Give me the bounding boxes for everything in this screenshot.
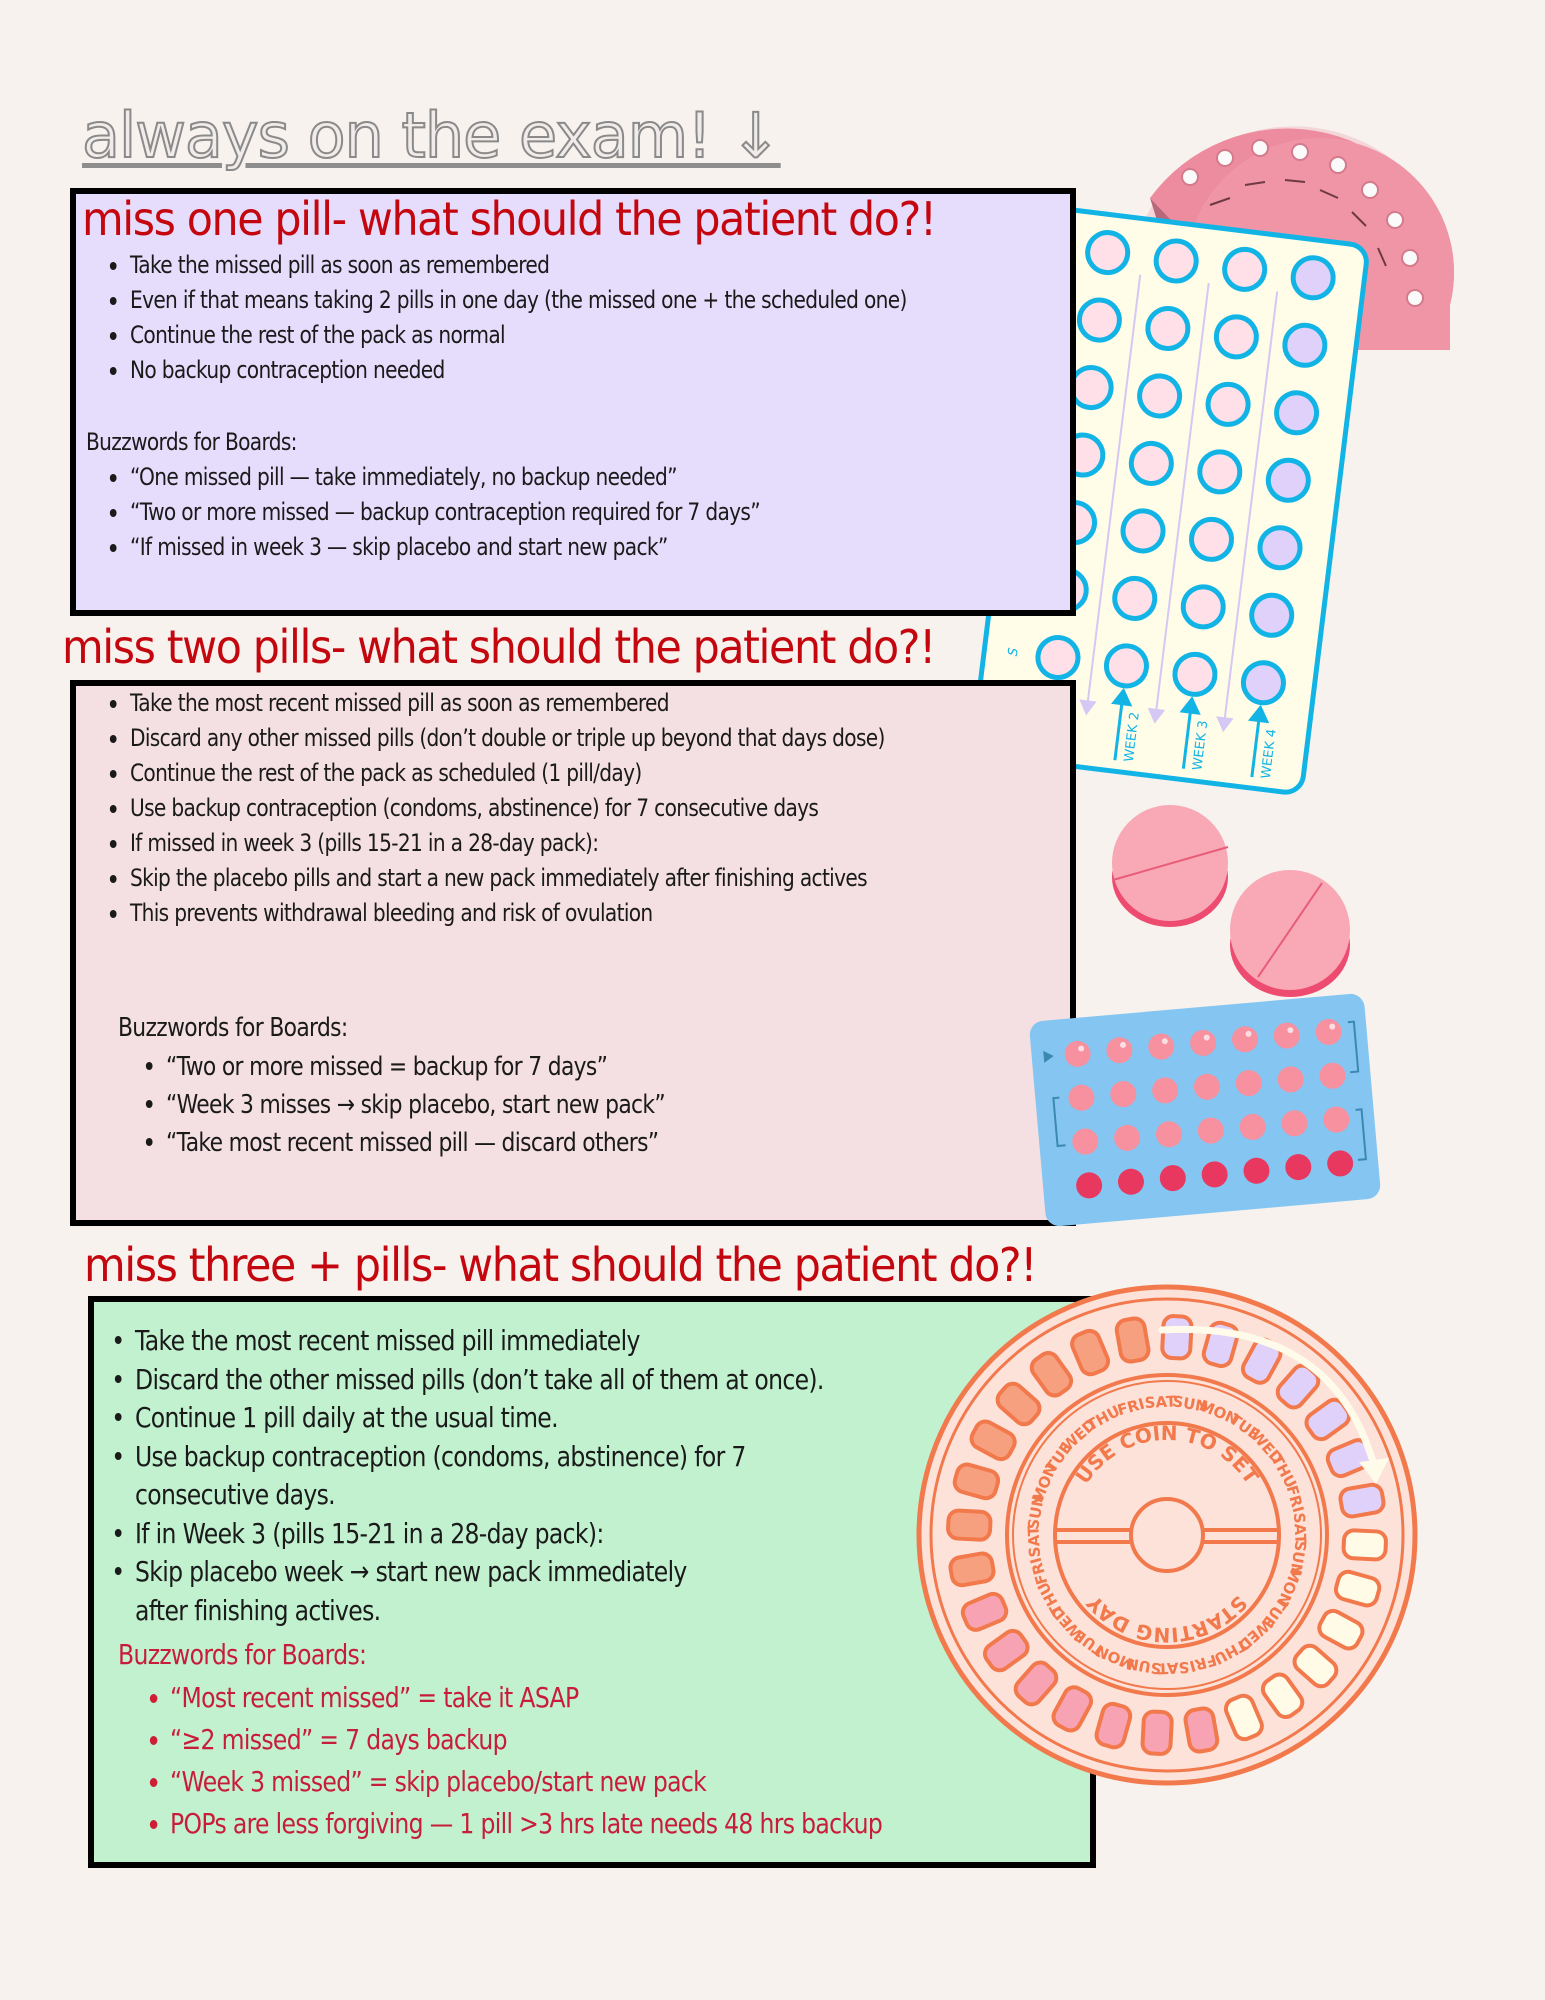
- list-item: Discard the other missed pills (don’t take all of them at once).: [135, 1361, 975, 1400]
- svg-text:THU: THU: [1210, 1635, 1251, 1669]
- list-item: Continue 1 pill daily at the usual time.: [135, 1399, 975, 1438]
- svg-text:MON: MON: [1028, 1461, 1061, 1506]
- svg-text:FRI: FRI: [1026, 1555, 1052, 1587]
- list-item: Discard any other missed pills (don’t double or triple up beyond that days dose): [130, 721, 1037, 756]
- instructions-list-miss-two-pills: [130, 686, 1079, 931]
- list-item: Take the missed pill as soon as remembered: [130, 248, 1037, 283]
- buzzwords-list-miss-two-pills: [166, 1048, 1090, 1162]
- svg-text:MON: MON: [1093, 1641, 1138, 1674]
- svg-text:THU: THU: [1083, 1401, 1124, 1435]
- svg-text:SAT: SAT: [1157, 1658, 1190, 1678]
- section-heading-miss-one-pill: miss one pill- what should the patient do?!: [82, 192, 936, 246]
- svg-text:SAT: SAT: [1024, 1525, 1044, 1558]
- svg-text:SUN: SUN: [1024, 1492, 1048, 1531]
- svg-text:S: S: [1005, 646, 1022, 657]
- list-item: Skip the placebo pills and start a new pack immediately after finishing actives: [130, 861, 869, 896]
- list-item: This prevents withdrawal bleeding and risk of ovulation: [130, 896, 1079, 931]
- scored-tablets-icon: [1110, 805, 1355, 1005]
- list-item: Use backup contraception (condoms, abstinence) for 7 consecutive days.: [135, 1438, 765, 1515]
- svg-text:FRI: FRI: [1282, 1483, 1308, 1515]
- instructions-list-miss-three-plus-pills: [135, 1322, 975, 1630]
- svg-text:TUE: TUE: [1042, 1438, 1076, 1476]
- list-item: Even if that means taking 2 pills in one day (the missed one + the scheduled one): [130, 283, 1004, 318]
- list-item: Use backup contraception (condoms, abstinence) for 7 consecutive days: [130, 791, 1079, 826]
- list-item: “≥2 missed” = 7 days backup: [170, 1719, 1094, 1761]
- svg-text:WED: WED: [1246, 1426, 1287, 1468]
- list-item: Continue the rest of the pack as scheduled (1 pill/day): [130, 756, 1079, 791]
- list-item: Continue the rest of the pack as normal: [130, 318, 1037, 353]
- svg-text:WED: WED: [1234, 1614, 1276, 1655]
- svg-text:FRI: FRI: [1187, 1650, 1219, 1676]
- svg-text:STARTING DAY: STARTING DAY: [1081, 1590, 1253, 1648]
- blister-pack-icon: [1026, 991, 1383, 1230]
- svg-text:SAT: SAT: [1144, 1392, 1177, 1412]
- svg-text:WED: WED: [1047, 1602, 1088, 1644]
- svg-text:SUN: SUN: [1124, 1654, 1163, 1678]
- list-item: “Most recent missed” = take it ASAP: [170, 1677, 1094, 1719]
- list-item: “Take most recent missed pill — discard others”: [166, 1124, 1090, 1162]
- list-item: “If missed in week 3 — skip placebo and start new pack”: [130, 530, 1037, 565]
- svg-text:FRI: FRI: [1115, 1394, 1147, 1420]
- svg-text:THU: THU: [1033, 1578, 1067, 1619]
- svg-text:TUE: TUE: [1226, 1410, 1264, 1444]
- svg-text:WEEK 2: WEEK 2: [1121, 711, 1143, 763]
- svg-text:WEEK 4: WEEK 4: [1258, 728, 1280, 780]
- svg-text:WED: WED: [1058, 1415, 1100, 1456]
- svg-text:SUN: SUN: [1286, 1539, 1310, 1578]
- list-item: Skip placebo week → start new pack immediately after finishing actives.: [135, 1553, 740, 1630]
- list-item: Take the most recent missed pill immediately: [135, 1322, 975, 1361]
- dial-pill-pack-icon: [912, 1280, 1422, 1790]
- svg-text:THU: THU: [1267, 1451, 1301, 1492]
- section-heading-miss-three-plus-pills: miss three + pills- what should the patient do?!: [84, 1238, 1036, 1292]
- svg-text:TUE: TUE: [1070, 1626, 1108, 1660]
- list-item: POPs are less forgiving — 1 pill >3 hrs late needs 48 hrs backup: [170, 1803, 1094, 1845]
- buzzwords-label: Buzzwords for Boards:: [86, 428, 297, 456]
- list-item: If missed in week 3 (pills 15-21 in a 28-day pack):: [130, 826, 1079, 861]
- list-item: If in Week 3 (pills 15-21 in a 28-day pack):: [135, 1515, 975, 1554]
- svg-text:SUN: SUN: [1171, 1392, 1210, 1416]
- list-item: Take the most recent missed pill as soon as remembered: [130, 686, 1079, 721]
- svg-text:WEEK 3: WEEK 3: [1190, 719, 1212, 772]
- buzzwords-label: Buzzwords for Boards:: [118, 1013, 348, 1043]
- list-item: “Week 3 misses → skip placebo, start new pack”: [166, 1086, 1090, 1124]
- list-item: “Week 3 missed” = skip placebo/start new pack: [170, 1761, 1094, 1803]
- list-item: “Two or more missed = backup for 7 days”: [166, 1048, 1090, 1086]
- svg-text:USE COIN TO SET: USE COIN TO SET: [1070, 1420, 1264, 1489]
- list-item: No backup contraception needed: [130, 353, 1037, 388]
- svg-text:TUE: TUE: [1258, 1594, 1292, 1632]
- buzzwords-list-miss-one-pill: [130, 460, 1037, 565]
- section-heading-miss-two-pills: miss two pills- what should the patient do?!: [62, 620, 935, 674]
- svg-text:MON: MON: [1196, 1396, 1241, 1429]
- svg-text:SAT: SAT: [1290, 1512, 1310, 1545]
- svg-text:MON: MON: [1273, 1564, 1306, 1609]
- list-item: “Two or more missed — backup contraception required for 7 days”: [130, 495, 1037, 530]
- page-title: always on the exam! ↓: [82, 99, 781, 172]
- list-item: “One missed pill — take immediately, no backup needed”: [130, 460, 1037, 495]
- instructions-list-miss-one-pill: [130, 248, 1037, 388]
- buzzwords-label: Buzzwords for Boards:: [118, 1638, 367, 1671]
